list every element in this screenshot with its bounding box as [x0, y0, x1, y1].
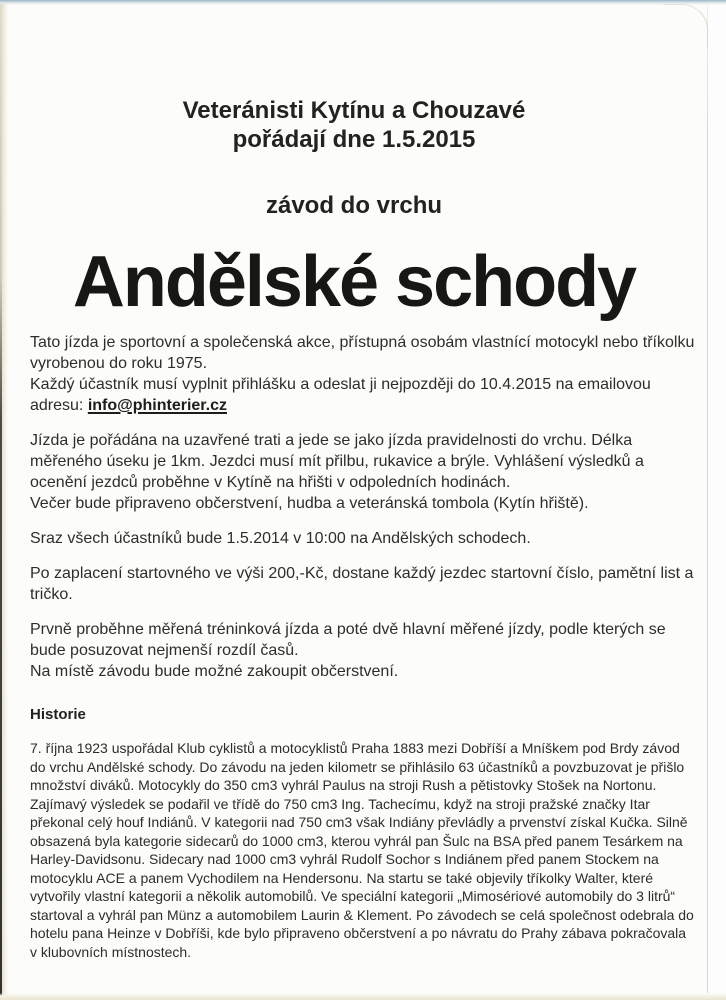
runs-info-text: Prvně proběhne měřená tréninková jízda a poté dvě hlavní měřené jízdy, podle kterých se bude posuzovat nejmenší rozdíl časů.	[30, 621, 666, 659]
ride-info-text: Jízda je pořádána na uzavřené trati a jede se jako jízda pravidelnosti do vrchu. Délka měřeného úseku je 1km. Jezdci musí mít přilbu, rukavice a brýle. Vyhlášení výsledků a ocenění jezdců proběhne v Kytíně na hřišti v odpoledních hodinách.	[30, 432, 644, 491]
event-title: Andělské schody	[72, 242, 636, 322]
event-date-line: pořádají dne 1.5.2015	[232, 126, 476, 153]
history-paragraph: 7. října 1923 uspořádal Klub cyklistů a motocyklistů Praha 1883 mezi Dobříší a Mníškem pod Brdy závod do vrchu Andělské schody. Do závodu na jeden kilometr se přihlásilo 63 účastníků a povzbuzovat je přišlo množství diváků. Motocykly do 350 cm3 vyhrál Paulus na stroji Rush a pětistovky Stošek na Nortonu. Zajímavý výsledek se podařil ve třídě do 750 cm3 Ing. Tachecímu, když na stroji pražské značky Itar překonal celý houf Indiánů. V kategorii nad 750 cm3 však Indiány převládly a prvenství získal Kučka. Silně obsazená byla kategorie sidecarů do 1000 cm3, kterou vyhrál pan Šulc na BSA před panem Tesárkem na Harley-Davidsonu. Sidecary nad 1000 cm3 vyhrál Rudolf Sochor s Indiánem před panem Stockem na motocyklu ACE a panem Vychodilem na Hendersonu. Na startu se také objevily tříkolky Walter, které vytvořily vlastní kategorii a několik automobilů. Ve speciální kategorii „Mimosériové automobily do 3 litrů“ startoval a vyhrál pan Münz a automobilem Laurin & Klement. Po závodech se celá společnost odebrala do hotelu pana Heinze v Dobříši, kde bylo připraveno občerstvení a po návratu do Prahy zábava pokračovala v klubovních místnostech.	[30, 740, 694, 960]
history-heading: Historie	[30, 706, 86, 723]
runs-paragraph	[30, 619, 696, 682]
contact-email: info@phinterier.cz	[87, 397, 227, 414]
meeting-paragraph: Sraz všech účastníků bude 1.5.2014 v 10:00 na Andělských schodech.	[30, 530, 531, 547]
intro-paragraph	[30, 332, 696, 416]
event-header	[0, 96, 708, 154]
paper-top-right-corner	[663, 4, 708, 49]
intro-text: Tato jízda je sportovní a společenská akce, přístupná osobám vlastnící motocykl nebo tříkolku vyrobenou do roku 1975.	[30, 334, 695, 372]
evening-info-text: Večer bude připraveno občerstvení, hudba a veteránská tombola (Kytín hřiště).	[30, 495, 589, 512]
organizer-line: Veteránisti Kytínu a Chouzavé	[182, 97, 526, 124]
application-text: Každý účastník musí vyplnit přihlášku a odeslat ji nejpozději do 10.4.2015 na emailovou adresu:	[30, 376, 651, 414]
ride-paragraph	[30, 430, 696, 514]
scan-top-edge	[0, 0, 726, 5]
scan-right-margin	[708, 0, 726, 1000]
race-type-subtitle: závod do vrchu	[265, 192, 443, 219]
paper-bottom-edge	[0, 993, 726, 1000]
flyer-body	[30, 332, 696, 961]
refreshments-info-text: Na místě závodu bude možné zakoupit občerstvení.	[30, 663, 399, 680]
fee-paragraph: Po zaplacení startovného ve výši 200,-Kč, dostane každý jezdec startovní číslo, pamětní list a tričko.	[30, 565, 694, 603]
